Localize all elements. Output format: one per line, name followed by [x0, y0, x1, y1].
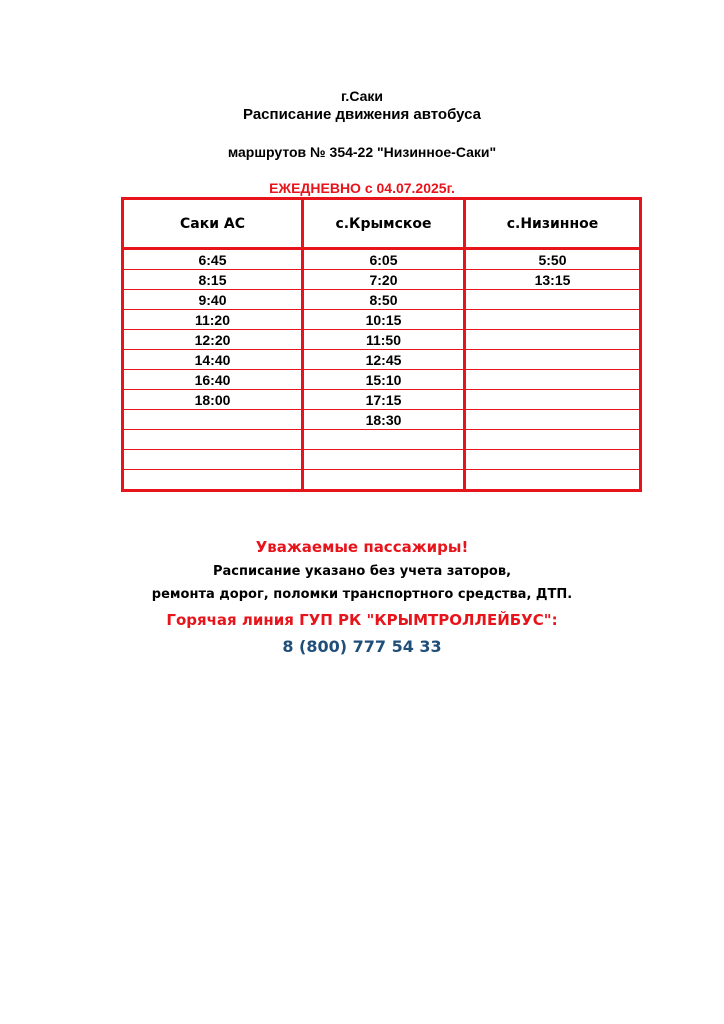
time-cell: 11:20 [123, 310, 303, 330]
time-cell [303, 430, 465, 450]
notice-line-1: Расписание указано без учета заторов, [212, 564, 512, 579]
time-cell: 5:50 [465, 249, 641, 270]
time-cell [303, 470, 465, 491]
table-row [123, 430, 641, 450]
table-row [123, 350, 641, 370]
time-cell: 6:05 [303, 249, 465, 270]
notice-greeting: Уважаемые пассажиры! [255, 538, 469, 556]
table-header-row [123, 199, 641, 249]
time-cell [465, 430, 641, 450]
time-cell: 17:15 [303, 390, 465, 410]
page-title: Расписание движения автобуса [243, 106, 481, 123]
table-row [123, 249, 641, 270]
table-row [123, 450, 641, 470]
table-row [123, 390, 641, 410]
time-cell: 16:40 [123, 370, 303, 390]
time-cell: 8:15 [123, 270, 303, 290]
time-cell: 13:15 [465, 270, 641, 290]
time-cell [123, 410, 303, 430]
time-cell [303, 450, 465, 470]
schedule-validity: ЕЖЕДНЕВНО с 04.07.2025г. [269, 180, 455, 196]
table-row [123, 370, 641, 390]
hotline-label: Горячая линия ГУП РК "КРЫМТРОЛЛЕЙБУС": [166, 611, 558, 629]
schedule-table [121, 197, 642, 492]
hotline-phone: 8 (800) 777 54 33 [282, 637, 442, 656]
time-cell: 9:40 [123, 290, 303, 310]
column-header-saki: Саки АС [123, 199, 303, 249]
time-cell: 11:50 [303, 330, 465, 350]
table-row [123, 310, 641, 330]
column-header-nizinnoe: с.Низинное [465, 199, 641, 249]
table-row [123, 270, 641, 290]
time-cell [465, 390, 641, 410]
time-cell: 6:45 [123, 249, 303, 270]
time-cell [465, 470, 641, 491]
city-name: г.Саки [341, 88, 383, 104]
time-cell [465, 370, 641, 390]
time-cell [465, 330, 641, 350]
column-header-krymskoe: с.Крымское [303, 199, 465, 249]
time-cell [465, 450, 641, 470]
time-cell: 18:00 [123, 390, 303, 410]
time-cell: 12:45 [303, 350, 465, 370]
time-cell [465, 290, 641, 310]
table-row [123, 330, 641, 350]
time-cell [465, 310, 641, 330]
time-cell: 15:10 [303, 370, 465, 390]
time-cell [465, 410, 641, 430]
time-cell [123, 430, 303, 450]
table-row [123, 470, 641, 491]
route-title: маршрутов № 354-22 "Низинное-Саки" [227, 144, 497, 160]
time-cell [123, 450, 303, 470]
time-cell [123, 470, 303, 491]
table-row [123, 290, 641, 310]
time-cell: 10:15 [303, 310, 465, 330]
time-cell: 7:20 [303, 270, 465, 290]
notice-line-2: ремонта дорог, поломки транспортного средства, ДТП. [151, 587, 573, 602]
time-cell: 8:50 [303, 290, 465, 310]
time-cell: 14:40 [123, 350, 303, 370]
table-row [123, 410, 641, 430]
time-cell: 12:20 [123, 330, 303, 350]
time-cell [465, 350, 641, 370]
time-cell: 18:30 [303, 410, 465, 430]
